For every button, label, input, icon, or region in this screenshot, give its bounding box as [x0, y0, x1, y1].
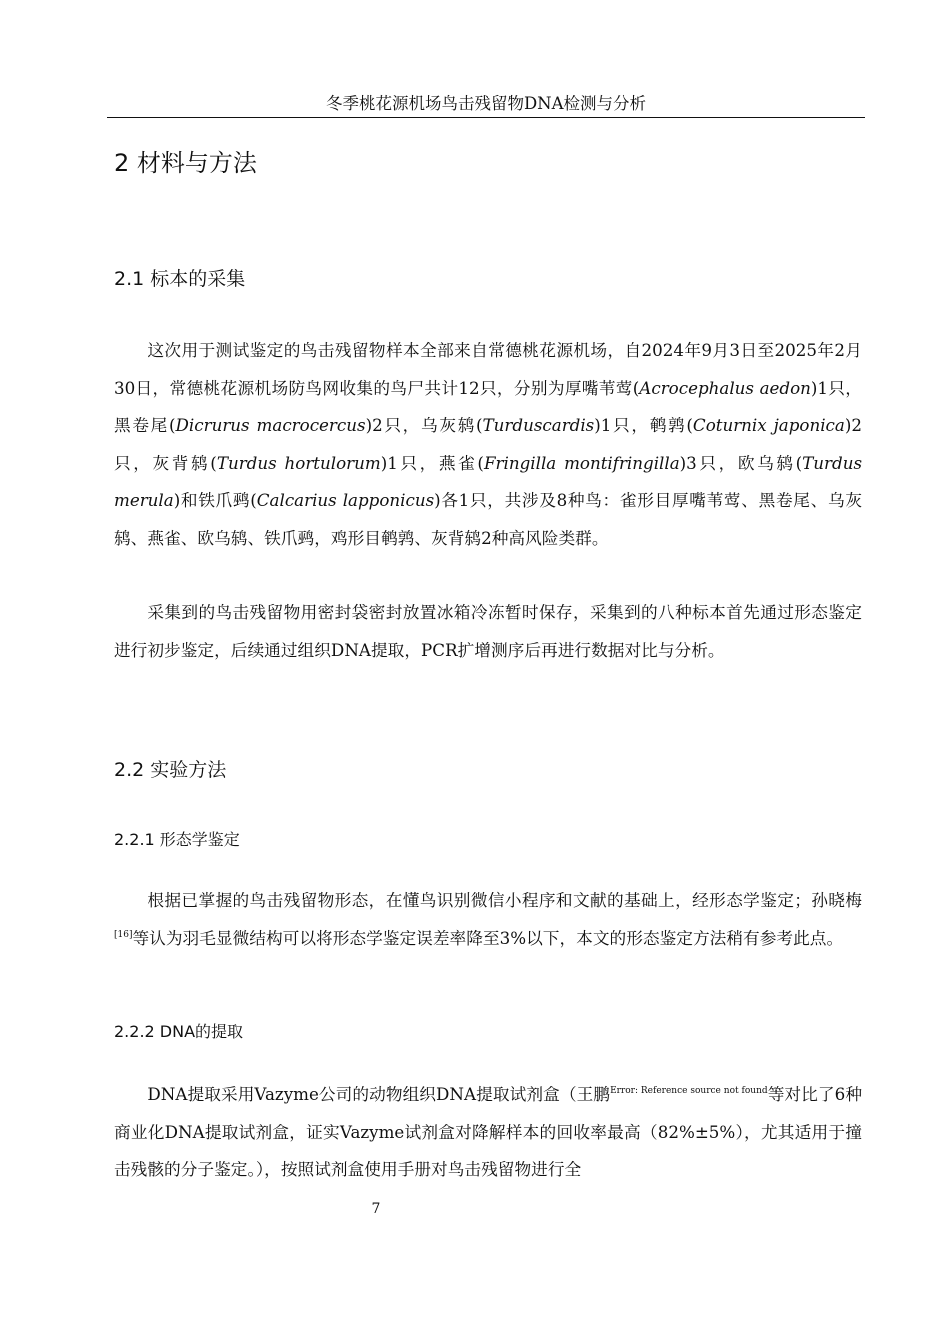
morphology-text-before: 根据已掌握的鸟击残留物形态，在懂鸟识别微信小程序和文献的基础上，经形态学鉴定；孙晓梅	[147, 890, 862, 910]
paragraph-text-segment: )各1只，共涉及8种鸟：雀形目厚嘴苇莺、黑卷尾、乌灰鸫、燕雀、欧乌鸫、铁爪鹀，鸡形目鹌鹑、灰背鸫2种高风险类群。	[114, 490, 863, 548]
dna-text-after: 等对比了6种商业化DNA提取试剂盒，证实Vazyme试剂盒对降解样本的回收率最高（82%±5%），尤其适用于撞击残骸的分子鉴定。），按照试剂盒使用手册对鸟击残留物进行全	[114, 1084, 863, 1179]
page-number: 7	[371, 1201, 381, 1217]
section-2-2-1-heading: 2.2.1 形态学鉴定	[114, 830, 240, 849]
species-latin-name: Turduscardis	[482, 415, 595, 435]
section-2-1-heading: 2.1 标本的采集	[114, 268, 246, 290]
running-header: 冬季桃花源机场鸟击残留物DNA检测与分析	[325, 94, 647, 113]
section-2-2-heading: 2.2 实验方法	[114, 759, 227, 781]
paragraph-text-segment: )2只，灰背鸫(	[114, 415, 862, 473]
species-latin-name: Dicrurus macrocercus	[175, 415, 366, 435]
paragraph-text-segment: )1只，黑卷尾(	[114, 377, 862, 435]
dna-extraction-paragraph	[114, 1076, 862, 1189]
specimen-storage-paragraph: 采集到的鸟击残留物用密封袋密封放置冰箱冷冻暂时保存，采集到的八种标本首先通过形态鉴定进行初步鉴定，后续通过组织DNA提取，PCR扩增测序后再进行数据对比与分析。	[114, 602, 862, 660]
paragraph-text-segment: )1只，鹌鹑(	[594, 415, 693, 435]
paragraph-text-segment: )2只，乌灰鸫(	[365, 415, 483, 435]
morphology-text-after: 等认为羽毛显微结构可以将形态学鉴定误差率降至3%以下，本文的形态鉴定方法稍有参考此点。	[132, 927, 844, 948]
paragraph-text-segment: )和铁爪鹀(	[173, 490, 257, 510]
paragraph-text-segment: )3只，欧乌鸫(	[679, 452, 803, 473]
citation-error-ref: Error: Reference source not found	[610, 1086, 768, 1096]
species-latin-name: Coturnix japonica	[692, 415, 845, 435]
dna-text-before: DNA提取采用Vazyme公司的动物组织DNA提取试剂盒（王鹏	[147, 1084, 611, 1104]
section-2-2-2-heading: 2.2.2 DNA的提取	[114, 1022, 244, 1041]
species-latin-name: Turdus merula	[114, 452, 863, 510]
species-latin-name: Calcarius lapponicus	[256, 490, 435, 510]
species-latin-name: Acrocephalus aedon	[639, 377, 811, 398]
citation-ref-16: [16]	[114, 929, 133, 940]
header-rule	[107, 117, 865, 118]
species-latin-name: Turdus hortulorum	[216, 452, 381, 473]
specimen-collection-paragraph	[114, 332, 862, 557]
morphology-paragraph	[114, 882, 862, 957]
species-latin-name: Fringilla montifringilla	[483, 452, 680, 473]
section-2-heading: 2 材料与方法	[114, 149, 257, 177]
paragraph-text-segment: )1只，燕雀(	[380, 452, 484, 473]
paragraph-text-segment: 这次用于测试鉴定的鸟击残留物样本全部来自常德桃花源机场，自2024年9月3日至2025年2月30日，常德桃花源机场防鸟网收集的鸟尸共计12只，分别为厚嘴苇莺(	[114, 340, 862, 398]
